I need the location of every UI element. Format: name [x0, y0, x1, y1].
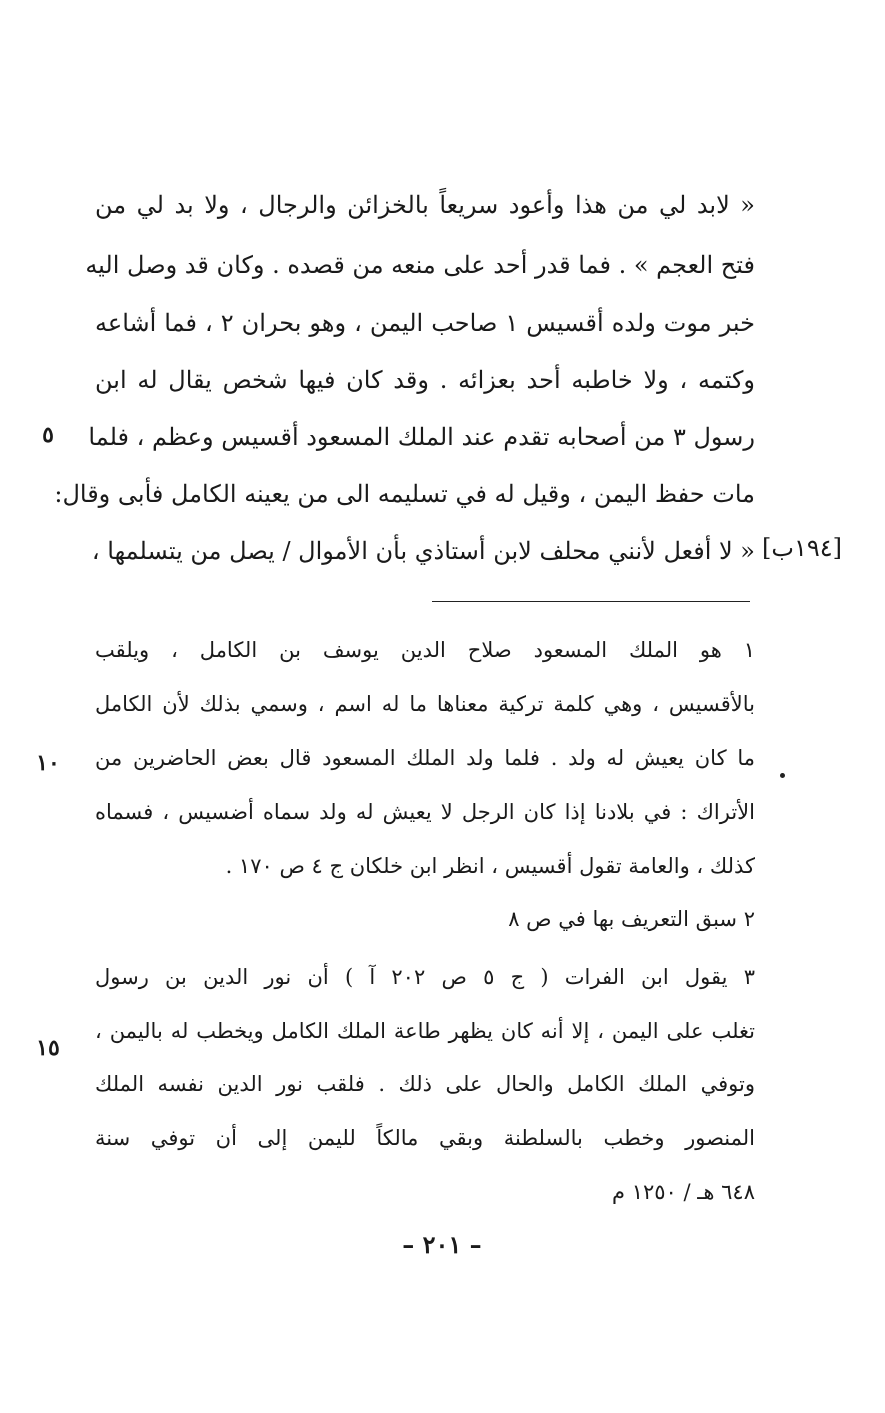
main-text-line-3: خبر موت ولده أقسيس ١ صاحب اليمن ، وهو بحران ٢ ، فما أشاعه [95, 309, 755, 337]
main-text-line-7: « لا أفعل لأنني محلف لابن أستاذي بأن الأموال / يصل من يتسلمها ، [91, 537, 755, 565]
footnote-2: ٢ سبق التعريف بها في ص ٨ [508, 907, 755, 931]
folio-marker: [١٩٤ب] [761, 534, 842, 562]
line-number-15: ١٥ [36, 1035, 60, 1061]
footnote-1-line-4: الأتراك : في بلادنا إذا كان الرجل لا يعيش له ولد سماه أضسيس ، فسماه [95, 800, 755, 824]
footnote-1-line-2: بالأقسيس ، وهي كلمة تركية معناها ما له اسم ، وسمي بذلك لأن الكامل [95, 692, 755, 716]
footnote-3-line-4: المنصور وخطب بالسلطنة وبقي مالكاً لليمن إلى أن توفي سنة [95, 1126, 755, 1150]
footnote-3-line-3: وتوفي الملك الكامل والحال على ذلك . فلقب نور الدين نفسه الملك [95, 1072, 755, 1096]
main-text-line-2: فتح العجم » . فما قدر أحد على منعه من قصده . وكان قد وصل اليه [85, 251, 755, 279]
line-number-5: ٥ [42, 422, 54, 448]
footnote-1-line-5: كذلك ، والعامة تقول أقسيس ، انظر ابن خلكان ج ٤ ص ١٧٠ . [225, 854, 755, 878]
main-text-line-5: رسول ٣ من أصحابه تقدم عند الملك المسعود أقسيس وعظم ، فلما [88, 423, 755, 451]
footnote-3-line-2: تغلب على اليمن ، إلا أنه كان يظهر طاعة الملك الكامل ويخطب له باليمن ، [95, 1019, 755, 1043]
page-number: – ٢٠١ – [402, 1230, 482, 1259]
line-number-10: ١٠ [36, 750, 60, 776]
footnote-1-line-1: ١ هو الملك المسعود صلاح الدين يوسف بن الكامل ، ويلقب [95, 638, 755, 662]
footnote-separator [432, 601, 750, 602]
main-text-line-4: وكتمه ، ولا خاطبه أحد بعزائه . وقد كان فيها شخص يقال له ابن [95, 366, 755, 394]
footnote-1-line-3: ما كان يعيش له ولد . فلما ولد الملك المسعود قال بعض الحاضرين من [95, 746, 755, 770]
main-text-line-6: مات حفظ اليمن ، وقيل له في تسليمه الى من يعينه الكامل فأبى وقال: [54, 480, 755, 508]
margin-dot [780, 773, 785, 778]
footnote-3-line-1: ٣ يقول ابن الفرات ( ج ٥ ص ٢٠٢ آ ) أن نور الدين بن رسول [95, 965, 755, 989]
main-text-line-1: « لابد لي من هذا وأعود سريعاً بالخزائن والرجال ، ولا بد لي من [95, 191, 755, 219]
footnote-3-line-5: ٦٤٨ هـ / ١٢٥٠ م [612, 1180, 755, 1204]
